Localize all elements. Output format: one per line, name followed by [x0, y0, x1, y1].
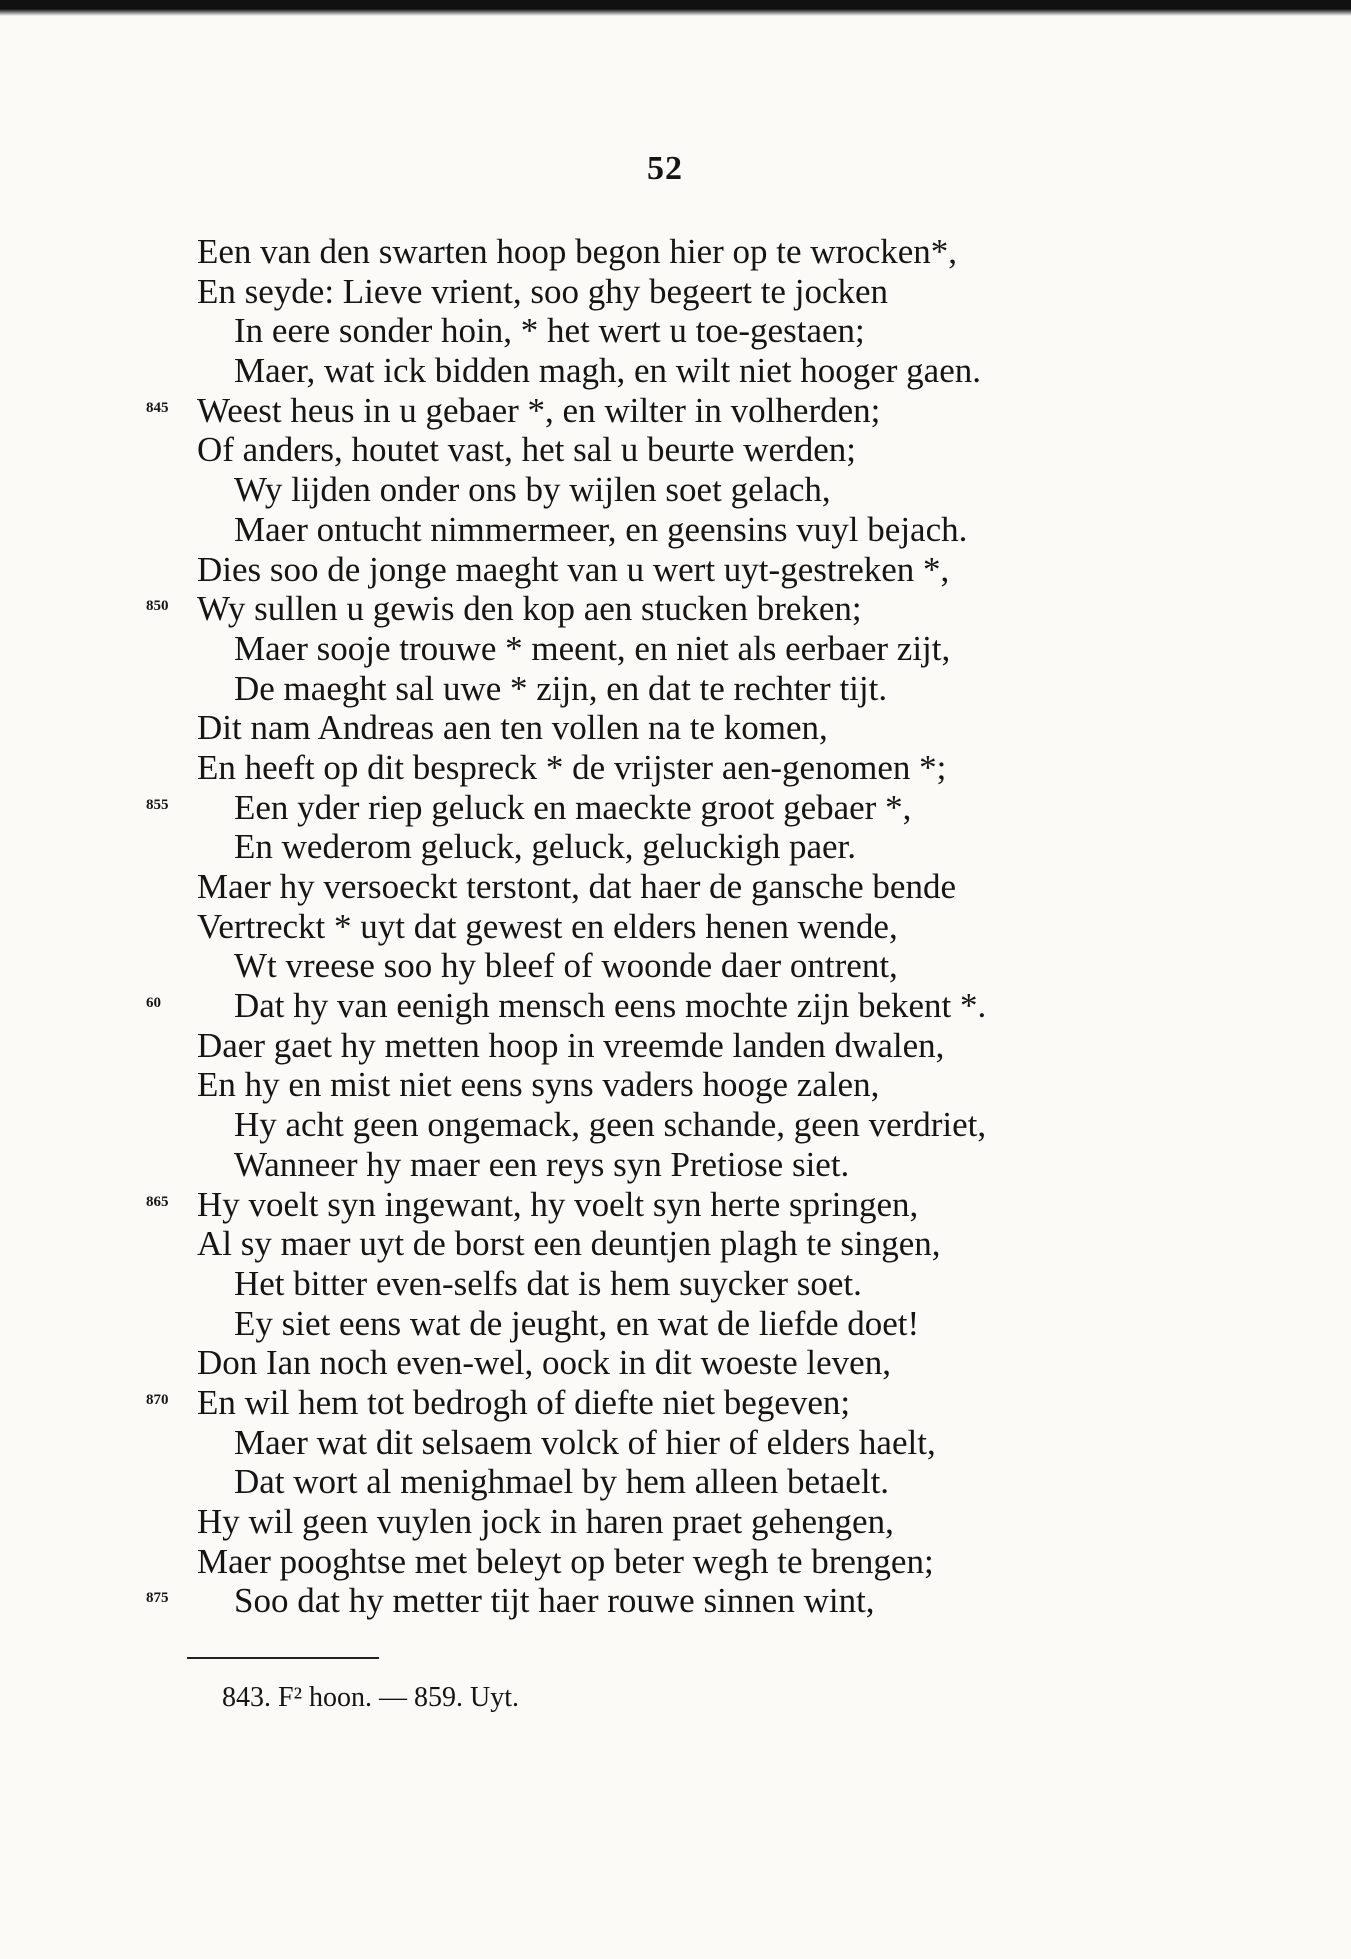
verse-line	[0, 946, 1351, 986]
verse-line-text: Het bitter even-selfs dat is hem suycker soet.	[234, 1263, 862, 1303]
verse-line	[0, 1026, 1351, 1066]
verse-line-text: En hy en mist niet eens syns vaders hooge zalen,	[197, 1065, 880, 1105]
verse-line-text: Weest heus in u gebaer *, en wilter in volherden;	[197, 390, 881, 430]
footnote: 843. F² hoon. — 859. Uyt.	[222, 1682, 519, 1713]
verse-line	[0, 907, 1351, 947]
verse-line	[0, 986, 1351, 1026]
verse-line-text: Dat wort al menighmael by hem alleen betaelt.	[234, 1462, 890, 1502]
verse-line-text: Dies soo de jonge maeght van u wert uyt-gestreken *,	[197, 549, 950, 589]
verse-line	[0, 1304, 1351, 1344]
verse-line-text: Vertreckt * uyt dat gewest en elders henen wende,	[197, 906, 898, 946]
verse-line	[0, 1502, 1351, 1542]
verse-line	[0, 232, 1351, 272]
verse-line-text: Hy acht geen ongemack, geen schande, geen verdriet,	[234, 1105, 987, 1145]
verse-line	[0, 1383, 1351, 1423]
verse-line-text: En wederom geluck, geluck, geluckigh paer.	[234, 827, 857, 867]
verse-line	[0, 1224, 1351, 1264]
verse-line-text: Of anders, houtet vast, het sal u beurte werden;	[197, 430, 856, 470]
verse-line	[0, 351, 1351, 391]
verse-line-text: Maer sooje trouwe * meent, en niet als eerbaer zijt,	[234, 628, 951, 668]
verse-line	[0, 1264, 1351, 1304]
verse-line-text: In eere sonder hoin, * het wert u toe-gestaen;	[234, 311, 865, 351]
verse-line-text: Daer gaet hy metten hoop in vreemde landen dwalen,	[197, 1025, 945, 1065]
verse-line-text: Een van den swarten hoop begon hier op te wrocken*,	[197, 232, 958, 271]
verse-line-text: Wy sullen u gewis den kop aen stucken breken;	[197, 589, 862, 629]
verse-line	[0, 708, 1351, 748]
verse-line	[0, 1542, 1351, 1582]
verse-line-text: Maer ontucht nimmermeer, en geensins vuyl bejach.	[234, 509, 968, 549]
verse-line	[0, 430, 1351, 470]
verse-line	[0, 589, 1351, 629]
verse-line-text: De maeght sal uwe * zijn, en dat te rechter tijt.	[234, 668, 888, 708]
verse-line-text: Maer, wat ick bidden magh, en wilt niet hooger gaen.	[234, 351, 981, 391]
verse-line-text: Wt vreese soo hy bleef of woonde daer ontrent,	[234, 946, 898, 986]
verse-line	[0, 1145, 1351, 1185]
verse-line	[0, 827, 1351, 867]
top-border-rule	[0, 0, 1351, 16]
verse-line	[0, 1065, 1351, 1105]
verse-line	[0, 788, 1351, 828]
verse-line-text: En wil hem tot bedrogh of diefte niet begeven;	[197, 1382, 851, 1422]
verse-line-text: Hy voelt syn ingewant, hy voelt syn herte springen,	[197, 1184, 919, 1224]
verse-line	[0, 629, 1351, 669]
verse-line-text: Maer wat dit selsaem volck of hier of elders haelt,	[234, 1422, 936, 1462]
verse-line	[0, 510, 1351, 550]
line-number: 845	[146, 399, 169, 416]
verse-line-text: Maer hy versoeckt terstont, dat haer de gansche bende	[197, 867, 956, 906]
verse-line-text: En seyde: Lieve vrient, soo ghy begeert te jocken	[197, 271, 889, 311]
verse-line-text: Ey siet eens wat de jeught, en wat de liefde doet!	[234, 1303, 920, 1343]
line-number: 850	[146, 598, 169, 615]
verse-line	[0, 748, 1351, 788]
verse-line-text: Soo dat hy metter tijt haer rouwe sinnen wint,	[234, 1581, 875, 1621]
verse-line	[0, 311, 1351, 351]
verse-line	[0, 867, 1351, 907]
verse-block	[0, 232, 1351, 1621]
verse-line	[0, 1462, 1351, 1502]
verse-line	[0, 272, 1351, 312]
page-number: 52	[647, 150, 683, 187]
verse-line-text: Maer pooghtse met beleyt op beter wegh te brengen;	[197, 1541, 934, 1581]
verse-line-text: Een yder riep geluck en maeckte groot gebaer *,	[234, 787, 912, 827]
line-number: 865	[146, 1193, 169, 1210]
line-number: 855	[146, 796, 169, 813]
line-number: 875	[146, 1590, 169, 1607]
verse-line	[0, 1423, 1351, 1463]
verse-line	[0, 550, 1351, 590]
verse-line-text: Wanneer hy maer een reys syn Pretiose siet.	[234, 1144, 850, 1184]
verse-line-text: Dat hy van eenigh mensch eens mochte zijn bekent *.	[234, 986, 987, 1026]
footnote-divider	[187, 1657, 379, 1659]
verse-line	[0, 1343, 1351, 1383]
verse-line	[0, 1581, 1351, 1621]
verse-line-text: Hy wil geen vuylen jock in haren praet gehengen,	[197, 1502, 894, 1541]
verse-line	[0, 669, 1351, 709]
verse-line-text: En heeft op dit bespreck * de vrijster aen-genomen *;	[197, 747, 947, 787]
verse-line	[0, 470, 1351, 510]
verse-line-text: Don Ian noch even-wel, oock in dit woeste leven,	[197, 1343, 891, 1383]
verse-line	[0, 1185, 1351, 1225]
verse-line-text: Al sy maer uyt de borst een deuntjen plagh te singen,	[197, 1224, 941, 1264]
verse-line-text: Dit nam Andreas aen ten vollen na te komen,	[197, 708, 828, 748]
verse-line-text: Wy lijden onder ons by wijlen soet gelach,	[234, 470, 831, 510]
verse-line	[0, 391, 1351, 431]
verse-line	[0, 1105, 1351, 1145]
line-number: 870	[146, 1391, 169, 1408]
line-number: 60	[146, 995, 161, 1012]
